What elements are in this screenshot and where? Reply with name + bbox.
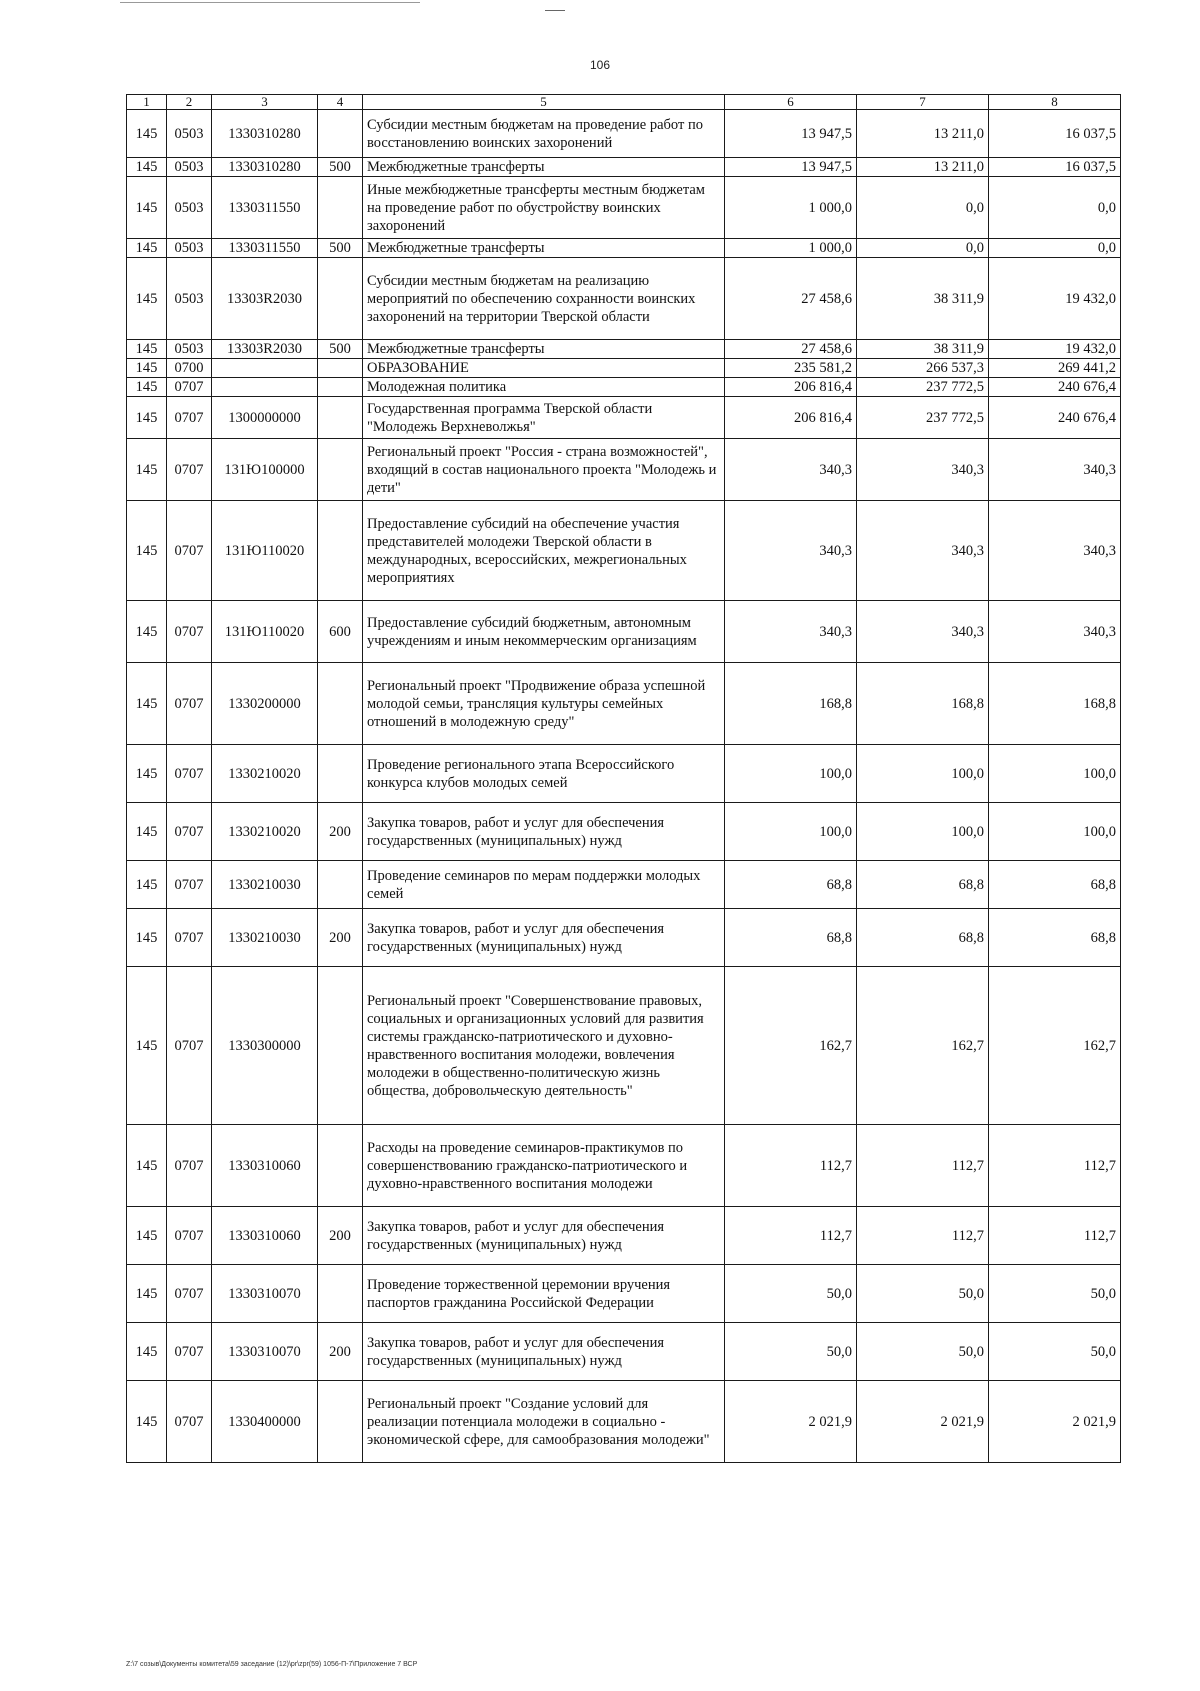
amount-year-1: 27 458,6 xyxy=(725,258,857,340)
budget-table xyxy=(126,94,1121,1463)
section-code: 0503 xyxy=(167,239,212,258)
row-name: Предоставление субсидий на обеспечение участия представителей молодежи Тверской области в международных, всероссийских, межрегиональных мероприятиях xyxy=(363,501,725,601)
amount-year-3: 340,3 xyxy=(989,439,1121,501)
amount-year-1: 13 947,5 xyxy=(725,110,857,158)
kbk-admin-code: 145 xyxy=(127,397,167,439)
amount-year-2: 0,0 xyxy=(857,177,989,239)
amount-year-1: 100,0 xyxy=(725,745,857,803)
kbk-admin-code: 145 xyxy=(127,340,167,359)
target-article-code: 1330400000 xyxy=(212,1381,318,1463)
amount-year-3: 162,7 xyxy=(989,967,1121,1125)
row-name: Межбюджетные трансферты xyxy=(363,340,725,359)
section-code: 0707 xyxy=(167,378,212,397)
expense-type-code: 500 xyxy=(318,158,363,177)
scan-edge-mark xyxy=(120,2,420,3)
amount-year-2: 68,8 xyxy=(857,861,989,909)
column-header: 6 xyxy=(725,95,857,110)
expense-type-code: 500 xyxy=(318,340,363,359)
column-header: 4 xyxy=(318,95,363,110)
section-code: 0503 xyxy=(167,177,212,239)
row-name: Межбюджетные трансферты xyxy=(363,239,725,258)
kbk-admin-code: 145 xyxy=(127,745,167,803)
row-name: Закупка товаров, работ и услуг для обеспечения государственных (муниципальных) нужд xyxy=(363,1207,725,1265)
expense-type-code: 600 xyxy=(318,601,363,663)
amount-year-2: 112,7 xyxy=(857,1125,989,1207)
table-row xyxy=(127,1265,1121,1323)
table-row xyxy=(127,158,1121,177)
table-row xyxy=(127,378,1121,397)
row-name: Региональный проект "Совершенствование правовых, социальных и организационных условий для развития системы гражданско-патриотического и духовно-нравственного воспитания молодежи, вовлечения молодежи в общественно-политическую жизнь общества, добровольческую деятельность" xyxy=(363,967,725,1125)
target-article-code: 1330311550 xyxy=(212,177,318,239)
column-header: 5 xyxy=(363,95,725,110)
target-article-code: 1330210020 xyxy=(212,745,318,803)
target-article-code: 131Ю110020 xyxy=(212,601,318,663)
amount-year-3: 19 432,0 xyxy=(989,258,1121,340)
page-number: 106 xyxy=(589,58,611,72)
table-row xyxy=(127,861,1121,909)
table-row xyxy=(127,1207,1121,1265)
target-article-code: 1330310060 xyxy=(212,1125,318,1207)
kbk-admin-code: 145 xyxy=(127,258,167,340)
expense-type-code xyxy=(318,359,363,378)
amount-year-2: 340,3 xyxy=(857,601,989,663)
kbk-admin-code: 145 xyxy=(127,378,167,397)
expense-type-code xyxy=(318,110,363,158)
kbk-admin-code: 145 xyxy=(127,439,167,501)
amount-year-1: 112,7 xyxy=(725,1125,857,1207)
amount-year-2: 340,3 xyxy=(857,501,989,601)
amount-year-1: 162,7 xyxy=(725,967,857,1125)
amount-year-1: 340,3 xyxy=(725,601,857,663)
target-article-code: 1330310280 xyxy=(212,110,318,158)
kbk-admin-code: 145 xyxy=(127,501,167,601)
amount-year-1: 1 000,0 xyxy=(725,239,857,258)
table-row xyxy=(127,501,1121,601)
amount-year-1: 2 021,9 xyxy=(725,1381,857,1463)
amount-year-1: 27 458,6 xyxy=(725,340,857,359)
expense-type-code xyxy=(318,397,363,439)
section-code: 0707 xyxy=(167,803,212,861)
amount-year-3: 168,8 xyxy=(989,663,1121,745)
section-code: 0700 xyxy=(167,359,212,378)
target-article-code: 131Ю110020 xyxy=(212,501,318,601)
section-code: 0707 xyxy=(167,1125,212,1207)
target-article-code: 1300000000 xyxy=(212,397,318,439)
amount-year-3: 19 432,0 xyxy=(989,340,1121,359)
amount-year-2: 162,7 xyxy=(857,967,989,1125)
amount-year-2: 168,8 xyxy=(857,663,989,745)
amount-year-3: 112,7 xyxy=(989,1125,1121,1207)
expense-type-code: 200 xyxy=(318,803,363,861)
target-article-code: 1330210030 xyxy=(212,861,318,909)
kbk-admin-code: 145 xyxy=(127,110,167,158)
amount-year-2: 38 311,9 xyxy=(857,258,989,340)
section-code: 0707 xyxy=(167,397,212,439)
target-article-code: 1330310070 xyxy=(212,1323,318,1381)
kbk-admin-code: 145 xyxy=(127,601,167,663)
amount-year-2: 237 772,5 xyxy=(857,378,989,397)
kbk-admin-code: 145 xyxy=(127,967,167,1125)
kbk-admin-code: 145 xyxy=(127,1323,167,1381)
section-code: 0707 xyxy=(167,1323,212,1381)
amount-year-3: 68,8 xyxy=(989,861,1121,909)
target-article-code: 131Ю100000 xyxy=(212,439,318,501)
target-article-code: 13303R2030 xyxy=(212,340,318,359)
target-article-code: 1330310070 xyxy=(212,1265,318,1323)
amount-year-3: 0,0 xyxy=(989,239,1121,258)
amount-year-1: 50,0 xyxy=(725,1265,857,1323)
table-row xyxy=(127,967,1121,1125)
target-article-code: 1330210030 xyxy=(212,909,318,967)
table-row xyxy=(127,803,1121,861)
row-name: Закупка товаров, работ и услуг для обеспечения государственных (муниципальных) нужд xyxy=(363,803,725,861)
amount-year-2: 266 537,3 xyxy=(857,359,989,378)
column-header: 2 xyxy=(167,95,212,110)
target-article-code: 1330300000 xyxy=(212,967,318,1125)
table-row xyxy=(127,601,1121,663)
amount-year-2: 112,7 xyxy=(857,1207,989,1265)
amount-year-1: 1 000,0 xyxy=(725,177,857,239)
amount-year-1: 340,3 xyxy=(725,439,857,501)
amount-year-3: 100,0 xyxy=(989,803,1121,861)
section-code: 0707 xyxy=(167,1265,212,1323)
amount-year-2: 50,0 xyxy=(857,1265,989,1323)
row-name: Государственная программа Тверской области "Молодежь Верхневолжья" xyxy=(363,397,725,439)
amount-year-1: 68,8 xyxy=(725,909,857,967)
kbk-admin-code: 145 xyxy=(127,177,167,239)
row-name: Субсидии местным бюджетам на проведение работ по восстановлению воинских захоронений xyxy=(363,110,725,158)
amount-year-3: 269 441,2 xyxy=(989,359,1121,378)
kbk-admin-code: 145 xyxy=(127,909,167,967)
row-name: Закупка товаров, работ и услуг для обеспечения государственных (муниципальных) нужд xyxy=(363,909,725,967)
amount-year-1: 168,8 xyxy=(725,663,857,745)
table-row xyxy=(127,663,1121,745)
table-row xyxy=(127,745,1121,803)
table-row xyxy=(127,110,1121,158)
section-code: 0707 xyxy=(167,439,212,501)
section-code: 0503 xyxy=(167,110,212,158)
kbk-admin-code: 145 xyxy=(127,239,167,258)
target-article-code xyxy=(212,378,318,397)
amount-year-2: 0,0 xyxy=(857,239,989,258)
expense-type-code xyxy=(318,861,363,909)
expense-type-code xyxy=(318,1125,363,1207)
row-name: Расходы на проведение семинаров-практикумов по совершенствованию гражданско-патриотического и духовно-нравственного воспитания молодежи xyxy=(363,1125,725,1207)
section-code: 0707 xyxy=(167,861,212,909)
row-name: Межбюджетные трансферты xyxy=(363,158,725,177)
row-name: Иные межбюджетные трансферты местным бюджетам на проведение работ по обустройству воинских захоронений xyxy=(363,177,725,239)
row-name: ОБРАЗОВАНИЕ xyxy=(363,359,725,378)
row-name: Субсидии местным бюджетам на реализацию мероприятий по обеспечению сохранности воинских захоронений на территории Тверской области xyxy=(363,258,725,340)
kbk-admin-code: 145 xyxy=(127,1381,167,1463)
expense-type-code: 500 xyxy=(318,239,363,258)
scan-edge-mark xyxy=(545,10,565,11)
section-code: 0503 xyxy=(167,340,212,359)
amount-year-2: 340,3 xyxy=(857,439,989,501)
amount-year-3: 16 037,5 xyxy=(989,110,1121,158)
expense-type-code xyxy=(318,663,363,745)
table-row xyxy=(127,1381,1121,1463)
amount-year-1: 340,3 xyxy=(725,501,857,601)
row-name: Закупка товаров, работ и услуг для обеспечения государственных (муниципальных) нужд xyxy=(363,1323,725,1381)
amount-year-3: 100,0 xyxy=(989,745,1121,803)
section-code: 0707 xyxy=(167,1207,212,1265)
amount-year-2: 13 211,0 xyxy=(857,110,989,158)
amount-year-2: 100,0 xyxy=(857,803,989,861)
amount-year-3: 68,8 xyxy=(989,909,1121,967)
expense-type-code: 200 xyxy=(318,909,363,967)
expense-type-code xyxy=(318,177,363,239)
row-name: Проведение торжественной церемонии вручения паспортов гражданина Российской Федерации xyxy=(363,1265,725,1323)
column-number-row xyxy=(127,95,1121,110)
amount-year-3: 240 676,4 xyxy=(989,378,1121,397)
table-row xyxy=(127,340,1121,359)
table-row xyxy=(127,359,1121,378)
amount-year-1: 13 947,5 xyxy=(725,158,857,177)
amount-year-2: 68,8 xyxy=(857,909,989,967)
amount-year-3: 0,0 xyxy=(989,177,1121,239)
kbk-admin-code: 145 xyxy=(127,1265,167,1323)
footer-file-path: Z:\7 созыв\Документы комитета\59 заседание (12)\pr\zpr(59) 1056-П-7\Приложение 7 ВСР xyxy=(126,1661,418,1668)
table-row xyxy=(127,239,1121,258)
amount-year-1: 206 816,4 xyxy=(725,378,857,397)
table-row xyxy=(127,1125,1121,1207)
section-code: 0707 xyxy=(167,909,212,967)
expense-type-code xyxy=(318,745,363,803)
amount-year-3: 50,0 xyxy=(989,1323,1121,1381)
expense-type-code xyxy=(318,967,363,1125)
amount-year-3: 16 037,5 xyxy=(989,158,1121,177)
amount-year-2: 237 772,5 xyxy=(857,397,989,439)
section-code: 0503 xyxy=(167,158,212,177)
table-row xyxy=(127,909,1121,967)
target-article-code: 1330310280 xyxy=(212,158,318,177)
row-name: Региональный проект "Россия - страна возможностей", входящий в состав национального проекта "Молодежь и дети" xyxy=(363,439,725,501)
section-code: 0707 xyxy=(167,967,212,1125)
column-header: 7 xyxy=(857,95,989,110)
amount-year-1: 100,0 xyxy=(725,803,857,861)
amount-year-3: 240 676,4 xyxy=(989,397,1121,439)
amount-year-3: 50,0 xyxy=(989,1265,1121,1323)
expense-type-code xyxy=(318,501,363,601)
column-header: 1 xyxy=(127,95,167,110)
expense-type-code: 200 xyxy=(318,1323,363,1381)
section-code: 0707 xyxy=(167,1381,212,1463)
amount-year-1: 68,8 xyxy=(725,861,857,909)
expense-type-code xyxy=(318,1265,363,1323)
row-name: Проведение регионального этапа Всероссийского конкурса клубов молодых семей xyxy=(363,745,725,803)
amount-year-1: 206 816,4 xyxy=(725,397,857,439)
target-article-code: 1330200000 xyxy=(212,663,318,745)
column-header: 3 xyxy=(212,95,318,110)
section-code: 0707 xyxy=(167,501,212,601)
row-name: Проведение семинаров по мерам поддержки молодых семей xyxy=(363,861,725,909)
kbk-admin-code: 145 xyxy=(127,158,167,177)
table-row xyxy=(127,258,1121,340)
expense-type-code xyxy=(318,1381,363,1463)
amount-year-2: 13 211,0 xyxy=(857,158,989,177)
amount-year-2: 100,0 xyxy=(857,745,989,803)
amount-year-1: 235 581,2 xyxy=(725,359,857,378)
section-code: 0707 xyxy=(167,601,212,663)
amount-year-3: 340,3 xyxy=(989,601,1121,663)
amount-year-1: 112,7 xyxy=(725,1207,857,1265)
kbk-admin-code: 145 xyxy=(127,663,167,745)
target-article-code: 1330310060 xyxy=(212,1207,318,1265)
kbk-admin-code: 145 xyxy=(127,1125,167,1207)
table-row xyxy=(127,439,1121,501)
amount-year-1: 50,0 xyxy=(725,1323,857,1381)
section-code: 0707 xyxy=(167,663,212,745)
amount-year-2: 38 311,9 xyxy=(857,340,989,359)
expense-type-code xyxy=(318,258,363,340)
section-code: 0503 xyxy=(167,258,212,340)
amount-year-3: 340,3 xyxy=(989,501,1121,601)
row-name: Предоставление субсидий бюджетным, автономным учреждениям и иным некоммерческим организациям xyxy=(363,601,725,663)
kbk-admin-code: 145 xyxy=(127,803,167,861)
amount-year-2: 2 021,9 xyxy=(857,1381,989,1463)
target-article-code: 1330311550 xyxy=(212,239,318,258)
table-row xyxy=(127,177,1121,239)
row-name: Региональный проект "Создание условий для реализации потенциала молодежи в социально - экономической сфере, для самообразования молодежи" xyxy=(363,1381,725,1463)
target-article-code: 1330210020 xyxy=(212,803,318,861)
table-row xyxy=(127,397,1121,439)
kbk-admin-code: 145 xyxy=(127,1207,167,1265)
table-row xyxy=(127,1323,1121,1381)
amount-year-2: 50,0 xyxy=(857,1323,989,1381)
kbk-admin-code: 145 xyxy=(127,359,167,378)
expense-type-code xyxy=(318,378,363,397)
section-code: 0707 xyxy=(167,745,212,803)
row-name: Молодежная политика xyxy=(363,378,725,397)
expense-type-code: 200 xyxy=(318,1207,363,1265)
expense-type-code xyxy=(318,439,363,501)
row-name: Региональный проект "Продвижение образа успешной молодой семьи, трансляция культуры семейных отношений в молодежную среду" xyxy=(363,663,725,745)
target-article-code xyxy=(212,359,318,378)
amount-year-3: 112,7 xyxy=(989,1207,1121,1265)
amount-year-3: 2 021,9 xyxy=(989,1381,1121,1463)
target-article-code: 13303R2030 xyxy=(212,258,318,340)
kbk-admin-code: 145 xyxy=(127,861,167,909)
column-header: 8 xyxy=(989,95,1121,110)
